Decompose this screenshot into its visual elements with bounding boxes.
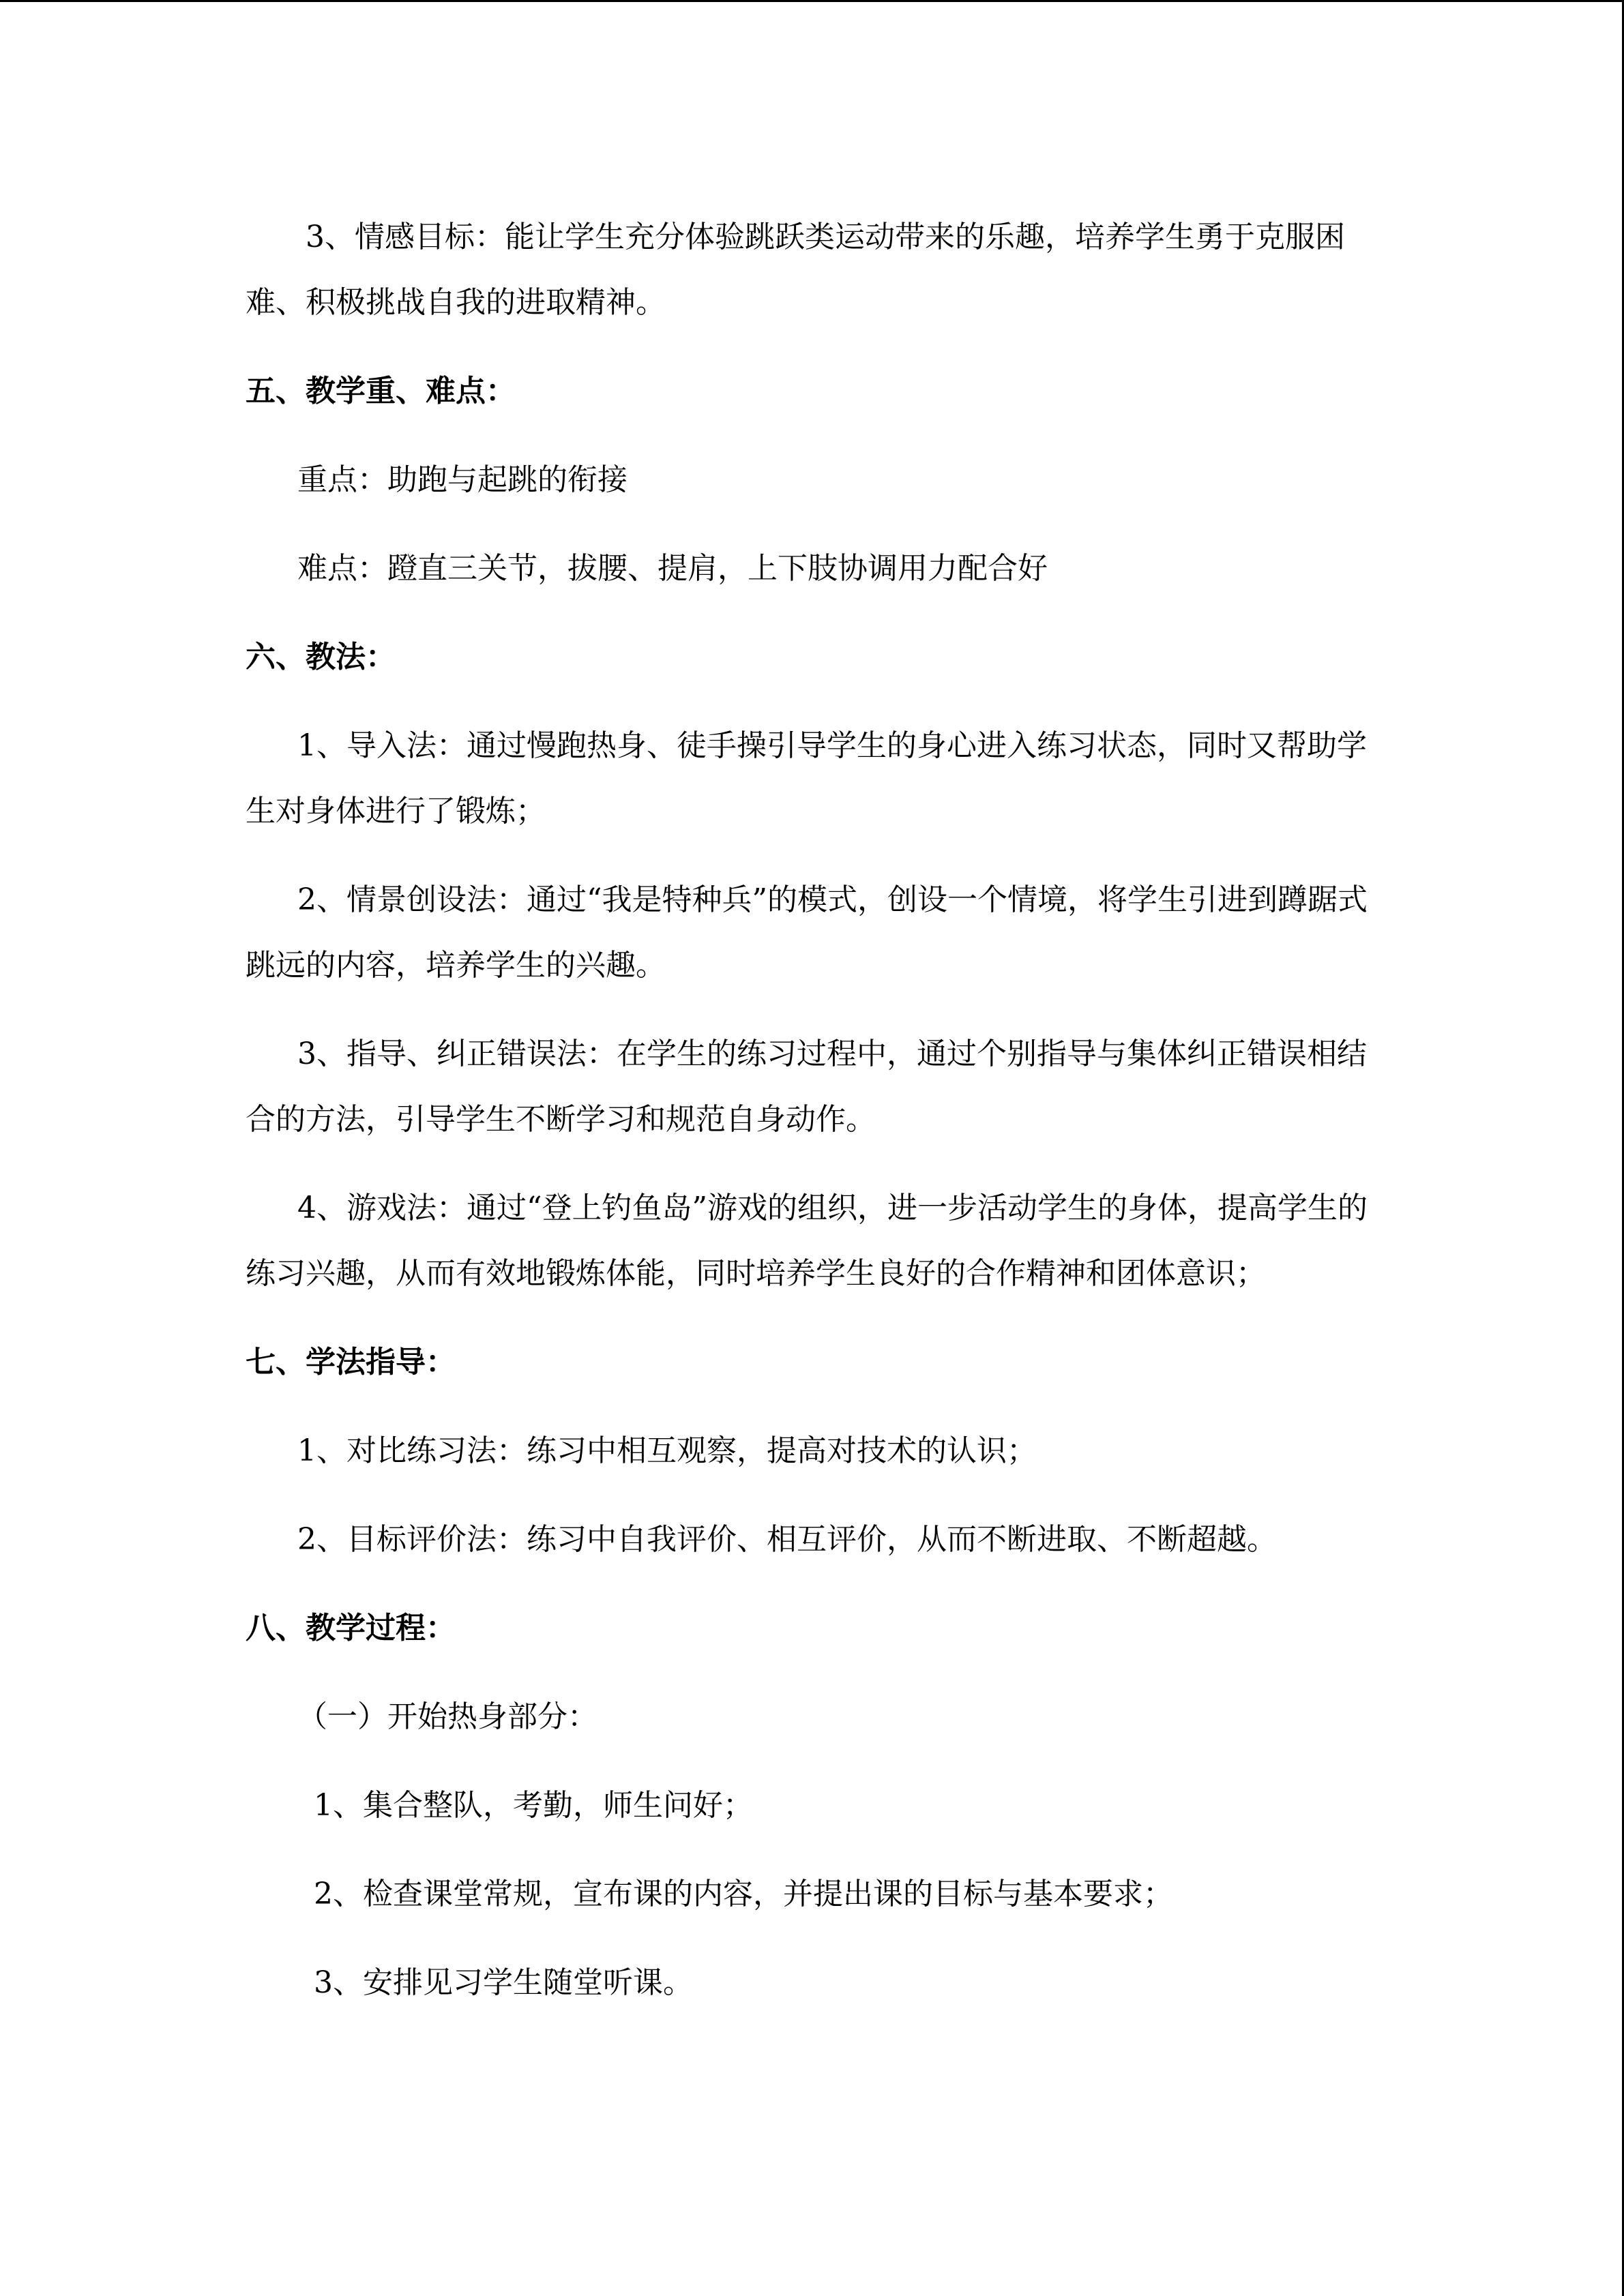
page-border-top	[0, 0, 1624, 2]
paragraph-learning-comparison: 1、对比练习法：练习中相互观察，提高对技术的认识；	[297, 1433, 1037, 1468]
paragraph-warmup-step-3: 3、安排见习学生随堂听课。	[314, 1965, 693, 2000]
document-body	[246, 205, 1378, 2016]
heading-teaching-process: 八、教学过程：	[246, 1611, 456, 1645]
paragraph-method-game: 4、游戏法：通过“登上钓鱼岛”游戏的组织，进一步活动学生的身体，提高学生的练习兴趣，从而有效地锻炼体能，同时培养学生良好的合作精神和团体意识；	[246, 1191, 1368, 1291]
paragraph-emotion-goal: 3、情感目标：能让学生充分体验跳跃类运动带来的乐趣，培养学生勇于克服困难、积极挑战自我的进取精神。	[246, 220, 1345, 320]
paragraph-warmup-step-2: 2、检查课堂常规，宣布课的内容，并提出课的目标与基本要求；	[314, 1877, 1173, 1911]
paragraph-method-correction: 3、指导、纠正错误法：在学生的练习过程中，通过个别指导与集体纠正错误相结合的方法，引导学生不断学习和规范自身动作。	[246, 1037, 1367, 1137]
paragraph-method-scenario: 2、情景创设法：通过“我是特种兵”的模式，创设一个情境，将学生引进到蹲踞式跳远的内容，培养学生的兴趣。	[246, 882, 1368, 983]
paragraph-difficult-point: 难点：蹬直三关节，拔腰、提肩，上下肢协调用力配合好	[297, 551, 1048, 586]
paragraph-key-point: 重点：助跑与起跳的衔接	[297, 462, 628, 497]
paragraph-warmup-section: （一）开始热身部分：	[297, 1699, 597, 1734]
heading-teaching-methods: 六、教法：	[246, 640, 396, 674]
paragraph-warmup-step-1: 1、集合整队，考勤，师生问好；	[314, 1788, 753, 1823]
paragraph-method-introduction: 1、导入法：通过慢跑热身、徒手操引导学生的身心进入练习状态，同时又帮助学生对身体进行了锻炼；	[246, 728, 1367, 829]
heading-key-difficult-points: 五、教学重、难点：	[246, 374, 516, 408]
heading-learning-guidance: 七、学法指导：	[246, 1345, 456, 1380]
paragraph-learning-evaluation: 2、目标评价法：练习中自我评价、相互评价，从而不断进取、不断超越。	[297, 1522, 1277, 1557]
